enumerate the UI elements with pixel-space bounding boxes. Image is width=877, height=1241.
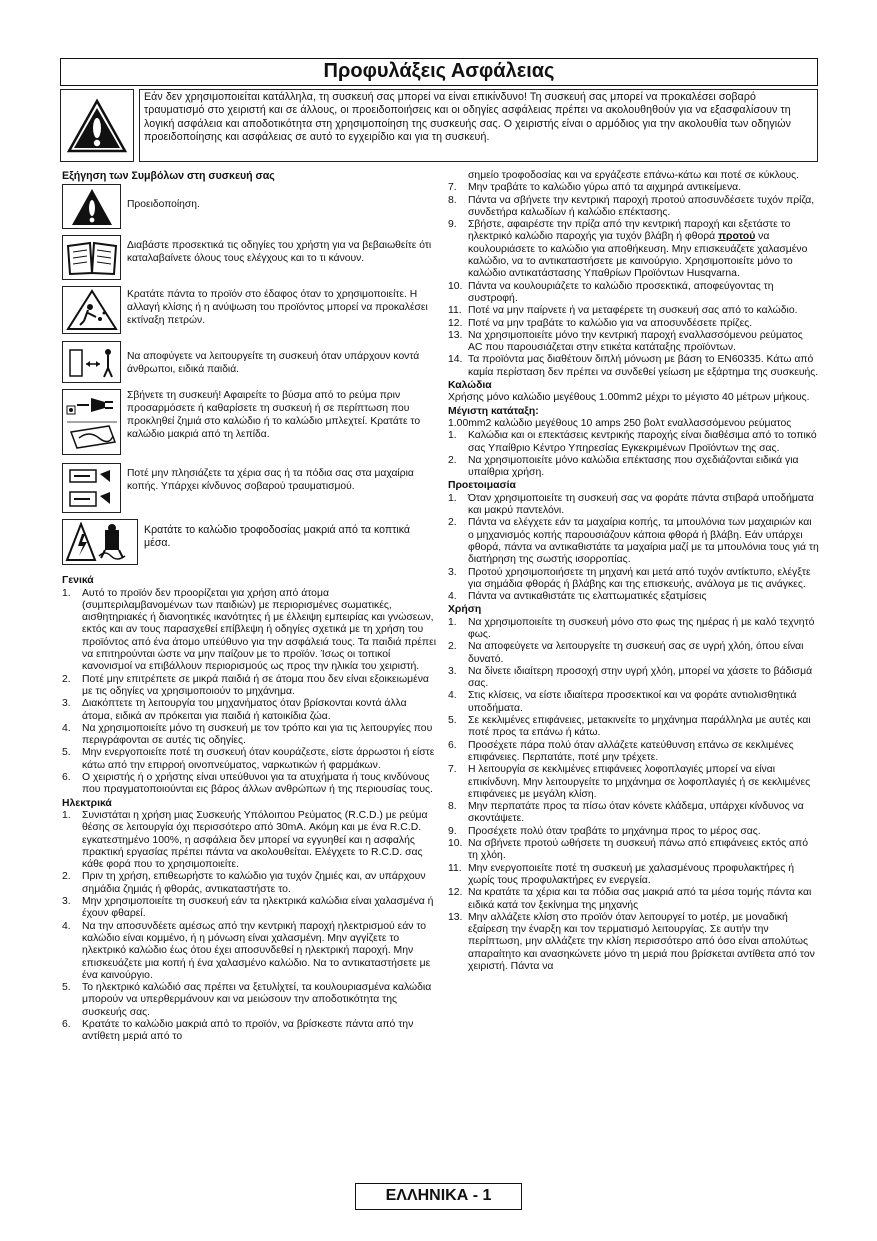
symbol-row-distance xyxy=(62,341,438,383)
page-footer: ΕΛΛΗΝΙΚΑ - 1 xyxy=(355,1183,522,1210)
preparation-list xyxy=(448,493,820,604)
use-list xyxy=(448,617,820,974)
symbol-text: Να αποφύγετε να λειτουργείτε τη συσκευή όταν υπάρχουν κοντά άνθρωποι, ειδικά παιδιά. xyxy=(127,351,420,376)
list-item: σημείο τροφοδοσίας και να εργάζεστε επάνω-κάτω και ποτέ σε κύκλους. xyxy=(468,170,800,181)
list-item: 1. Να χρησιμοποιείτε τη συσκευή μόνο στο φως της ημέρας ή με καλό τεχνητό φως. xyxy=(448,616,815,640)
list-item: 7. Η λειτουργία σε κεκλιμένες επιφάνειες λοφοπλαγιές μπορεί να είναι επικίνδυνη. Μην λειτουργείτε το μηχάνημα σε λοφοπλαγιές ή σε κεκλιμένες επιφάνειες με μεγάλη κλίση. xyxy=(448,764,811,800)
preparation-heading: Προετοιμασία xyxy=(448,480,516,492)
symbol-text: Διαβάστε προσεκτικά τις οδηγίες του χρήστη για να βεβαιωθείτε ότι καταλαβαίνετε όλους τους ελέγχους και το τι κάνουν. xyxy=(127,240,432,265)
list-item: 10. Πάντα να κουλουριάζετε το καλώδιο προσεκτικά, αποφεύγοντας τη συστροφή. xyxy=(448,280,774,304)
general-list xyxy=(62,588,438,797)
manual-book-icon xyxy=(62,235,121,280)
symbol-row-electric xyxy=(62,519,438,565)
list-item: 5. Μην ενεργοποιείτε ποτέ τη συσκευή όταν κουράζεστε, είστε άρρωστοι ή είστε κάτω από την επιρροή οινοπνεύματος, ναρκωτικών ή φαρμάκων. xyxy=(62,747,435,771)
list-item: 2. Να χρησιμοποιείτε μόνο καλώδια επέκτασης που σχεδιάζονται ειδικά για υπαίθρια χρήση. xyxy=(448,454,799,479)
use-heading: Χρήση xyxy=(448,604,482,616)
list-item: 2. Να αποφεύγετε να λειτουργείτε τη συσκευή σας σε υγρή χλόη, όπου είναι δυνατό. xyxy=(448,641,804,665)
max-rating-heading: Μέγιστη κατάταξη: xyxy=(448,405,539,417)
cables-heading: Καλώδια xyxy=(448,380,492,392)
list-item: 1. Όταν χρησιμοποιείτε τη συσκευή σας να φοράτε πάντα στιβαρά υποδήματα και μακρύ παντελόνι. xyxy=(448,492,814,517)
list-item: 12. Να κρατάτε τα χέρια και τα πόδια σας μακριά από τα μέσα τομής πάντα και ειδικά κατά τον ξεκίνημα της μηχανής xyxy=(448,887,812,911)
general-heading: Γενικά xyxy=(62,575,94,587)
intro-section xyxy=(60,89,818,162)
symbol-text: Προειδοποίηση. xyxy=(127,199,200,211)
list-item: 2. Πάντα να ελέγχετε εάν τα μαχαίρια κοπής, τα μπουλόνια των μαχαιριών και ο μηχανισμός κοπής παρουσιάζουν κάποια φθορά ή βλάβη. Εάν υπάρχει φθορά, πάντα να αντικαθιστάτε τα μαχαίρια μαζί με τα μπουλόνια τους γιά τη διατήρηση της σωστής ισορροπίας. xyxy=(448,517,819,566)
symbol-text: Ποτέ μην πλησιάζετε τα χέρια σας ή τα πόδια σας στα μαχαίρια κοπής. Υπάρχει κίνδυνος σοβαρού τραυματισμού. xyxy=(127,468,414,493)
symbol-row-blades xyxy=(62,463,438,513)
symbol-row-manual xyxy=(62,235,438,280)
right-column xyxy=(448,170,820,973)
list-item: 11. Ποτέ να μην παίρνετε ή να μεταφέρετε τη συσκευή σας από το καλώδιο. xyxy=(448,305,798,317)
list-item: 2. Ποτέ μην επιτρέπετε σε μικρά παιδιά ή σε άτομα που δεν είναι εξοικειωμένα με τις οδηγίες να χρησιμοποιούν το μηχάνημα. xyxy=(62,673,429,697)
list-item: 6. Ο χειριστής ή ο χρήστης είναι υπεύθυνοι για τα ατυχήματα ή τους κινδύνους που πραγματοποιούνται εις βάρος άλλων ανθρώπων ή της περιουσίας τους. xyxy=(62,772,433,796)
list-item: 5. Σε κεκλιμένες επιφάνειες, μετακινείτε το μηχάνημα παράλληλα με αυτές και ποτέ προς τα επάνω ή κάτω. xyxy=(448,715,811,739)
electrical-list xyxy=(62,810,438,1044)
list-item: 13. Μην αλλάζετε κλίση στο προϊόν όταν λειτουργεί το μοτέρ, με μοναδική εξαίρεση την έναρξη και τον τερματισμό λειτουργίας. Σε αυτήν την περίπτωση, μην αλλάζετε την κλίση περισσότερο από όσο είναι απολύτως απαραίτητο και ανασηκώνετε μόνο τη μεριά που βρίσκεται αντίθετα από τον χειριστή. Πάντα να xyxy=(448,911,815,972)
symbols-heading: Εξήγηση των Συμβόλων στη συσκευή σας xyxy=(62,170,275,182)
symbol-row-unplug xyxy=(62,389,438,455)
electric-shock-icon xyxy=(62,519,138,565)
list-item: 12. Ποτέ να μην τραβάτε το καλώδιο για να αποσυνδέσετε πρίζες. xyxy=(448,317,753,329)
list-item: 4. Πάντα να αντικαθιστάτε τις ελαττωματικές εξατμίσεις xyxy=(448,591,707,603)
symbol-text: Κρατάτε το καλώδιο τροφοδοσίας μακριά από τα κοπτικά μέσα. xyxy=(144,524,410,550)
left-column xyxy=(62,170,438,1044)
list-item: 13. Να χρησιμοποιείτε μόνο την κεντρική παροχή εναλλασσόμενου ρεύματος AC που παρουσιάζεται στην ετικέτα κατάταξης προϊόντων. xyxy=(448,329,803,354)
warning-triangle-icon xyxy=(60,89,134,162)
list-item: 3. Μην χρησιμοποιείτε τη συσκευή εάν τα ηλεκτρικά καλώδια είναι χαλασμένα ή έχουν φθαρεί. xyxy=(62,896,434,920)
list-item: 1. Συνιστάται η χρήση μιας Συσκευής Υπόλοιπου Ρεύματος (R.C.D.) με ρεύμα θέσης σε λειτουργία όχι περισσότερο από 30mA. Ακόμη και με ένα R.C.D. εγκατεστημένο 100%, η ασφάλεια δεν μπορεί να εγγυηθεί και η ασφαλής πρακτική εργασίας πρέπει πάντα να ακολουθείται. Ελέγχετε το R.C.D. σας κάθε φορά που το χρησιμοποιείτε. xyxy=(62,809,428,871)
list-item: 4. Να χρησιμοποιείτε μόνο τη συσκευή με τον τρόπο και για τις λειτουργίες που περιγράφονται σε αυτές τις οδηγίες. xyxy=(62,722,433,747)
list-item: 3. Προτού χρησιμοποιήσετε τη μηχανή και μετά από τυχόν αντίκτυπο, ελέγξτε για σημάδια φθοράς ή βλάβης και της επισκευής, ανάλογα με τις ανάγκες. xyxy=(448,566,811,590)
list-item: 5. Το ηλεκτρικό καλώδιό σας πρέπει να ξετυλίχτεί, τα κουλουριασμένα καλώδια μπορούν να υπερθερμάνουν και να μειώσουν την αποδοτικότητα της συσκευής σας. xyxy=(62,982,432,1018)
warning-triangle-icon xyxy=(62,184,121,229)
electrical-list-continued xyxy=(448,170,820,379)
symbol-row-warning xyxy=(62,184,438,229)
list-item: 6. Προσέχετε πάρα πολύ όταν αλλάζετε κατεύθυνση επάνω σε κεκλιμένες επιφάνειες. Περπατάτε, ποτέ μην τρέχετε. xyxy=(448,739,794,763)
list-item: 9. Προσέχετε πολύ όταν τραβάτε το μηχάνημα προς το μέρος σας. xyxy=(448,825,761,837)
page-title: Προφυλάξεις Ασφάλειας xyxy=(60,58,818,86)
list-item: 8. Μην περπατάτε προς τα πίσω όταν κόνετε κλάδεμα, υπάρχει κίνδυνος να σκοντάψετε. xyxy=(448,801,804,825)
list-item: 3. Διακόπτετε τη λειτουργία του μηχανήματος όταν βρίσκονται κοντά άλλα άτομα, ειδικά αν πρόκειται για παιδιά ή κατοικίδια ζώα. xyxy=(62,698,407,722)
cable-list xyxy=(448,430,820,479)
list-item: 7. Μην τραβάτε το καλώδιο γύρω από τα αιχμηρά αντικείμενα. xyxy=(448,182,742,194)
list-item: 2. Πριν τη χρήση, επιθεωρήστε το καλώδιο για τυχόν ζημιές και, αν υπάρχουν σημάδια ζημιάς ή φθοράς, αντικαταστήστε το. xyxy=(62,871,426,895)
symbol-text: Σβήνετε τη συσκευή! Αφαιρείτε το βύσμα από το ρεύμα πριν προσαρμόσετε ή καθαρίσετε τη συσκευή ή σε περίπτωση που προκληθεί ζημιά στο καλώδιο ή το καλώδιο μπλεχτεί. Κρατάτε το καλώδιο μακριά από τη λεπίδα. xyxy=(127,390,421,441)
flying-debris-icon xyxy=(62,286,121,334)
max-rating-text: 1.00mm2 καλώδιο μεγέθους 10 amps 250 βολτ εναλλασσόμενου ρεύματος xyxy=(448,417,792,429)
blade-hands-feet-icon xyxy=(62,463,121,513)
emphasis-text: προτού xyxy=(718,231,756,243)
list-item: 1. Αυτό το προϊόν δεν προορίζεται για χρήση από άτομα (συμπεριλαμβανομένων των παιδιών) με περιορισμένες σωματικές, αισθητηριακές ή διανοητικές ικανότητες ή με έλλειψη εμπειρίας και γνώσεων, εκτός και αν τους παρασχεθεί επίβλεψη ή οδηγίες σχετικά με τη χρήση του προϊόντος από ένα άτομο υπεύθυνο για την ασφάλειά τους. Τα παιδιά πρέπει να επιτηρούνται ώστε να μην παίζουν με το προϊόν. Ίσως οι τοπικοί κανονισμοί να επιβάλλουν περιορισμούς ως προς την ηλικία του χειριστή. xyxy=(62,587,437,673)
unplug-cable-icon xyxy=(62,389,121,455)
list-item: 4. Στις κλίσεις, να είστε ιδιαίτερα προσεκτικοί και να φοράτε αντιολισθητικά υποδήματα. xyxy=(448,690,797,714)
symbol-text: Κρατάτε πάντα το προϊόν στο έδαφος όταν το χρησιμοποιείτε. Η αλλαγή κλίσης ή η ανύψωση του προϊόντος μπορεί να προκαλέσει εκτίναξη πετρών. xyxy=(127,289,428,327)
list-item: 3. Να δίνετε ιδιαίτερη προσοχή στην υγρή χλόη, μπορεί να χάσετε το βάδισμά σας. xyxy=(448,665,813,690)
list-item: 4. Να την αποσυνδέετε αμέσως από την κεντρική παροχή ηλεκτρισμού εάν το καλώδιο είναι κομμένο, ή η μόνωση είναι χαλασμένη. Μην αγγίζετε το ηλεκτρικό καλώδιο έως ότου έχει αποσυνδεθεί η ηλεκτρική παροχή. Μην επισκευάζετε μια κοπή ή ένα χαλασμένο καλώδιο. Να το αντικαταστήσετε με ένα καινούργιο. xyxy=(62,920,431,981)
intro-text: Εάν δεν χρησιμοποιείται κατάλληλα, τη συσκευή σας μπορεί να είναι επικίνδυνο! Τη συσκευή σας μπορεί να προκαλέσει σοβαρό τραυματισμό στο χειριστή και σε άλλους, οι προειδοποιήσεις και οι οδηγίες ασφάλειας πρέπει να ακολουθηθούν για να εξασφαλίσουν τη λογική ασφάλεια και αποδοτικότητα στη χρησιμοποίηση της συσκευής σας. Ο χειριστής είναι ο αρμόδιος για την ακολουθία των οδηγιών προειδοποίησης και ασφάλειας σε αυτό το εγχειρίδιο και για τη συσκευή. xyxy=(139,89,818,162)
list-item: 11. Μην ενεργοποιείτε ποτέ τη συσκευή με χαλασμένους προφυλακτήρες ή χωρίς τους προφυλακτήρες εν ενεργεία. xyxy=(448,862,795,886)
cables-text: Χρήσης μόνο καλώδιο μεγέθους 1.00mm2 μέχρι το μέγιστο 40 μέτρων μήκους. xyxy=(448,392,810,404)
list-item: 14. Τα προϊόντα μας διαθέτουν διπλή μόνωση με βάση το EN60335. Κάτω από καμία περίσταση δεν πρέπει να συνδεθεί γείωση με εξάρτημα της συσκευής. xyxy=(448,354,819,378)
list-item: 1. Καλώδια και οι επεκτάσεις κεντρικής παροχής είναι διαθέσιμα από το τοπικό σας Υπαίθριο Κέντρο Υπηρεσίας Εγκεκριμένων Προϊόντων της σας. xyxy=(448,430,817,454)
keep-distance-icon xyxy=(62,341,121,383)
list-item: 9. Σβήστε, αφαιρέστε την πρίζα από την κεντρική παροχή και εξετάστε το ηλεκτρικό καλώδιο παροχής για τυχόν βλάβη ή φθορά προτού να κουλουριάσετε το καλώδιο για αποθήκευση. Μην επισκευάζετε χαλασμένο καλώδιο, να το αντικαταστήσετε με καινούργιο. Χρησιμοποιείτε μόνο το καλώδιο αντικατάστασης Υπαθρίων Προϊόντων Husqvarna. xyxy=(448,219,808,280)
symbol-row-debris xyxy=(62,286,438,334)
electrical-heading: Ηλεκτρικά xyxy=(62,797,112,809)
list-item: 6. Κρατάτε το καλώδιο μακριά από το προϊόν, να βρίσκεστε πάντα από την αντίθετη μεριά από το xyxy=(62,1018,414,1043)
list-item: 8. Πάντα να σβήνετε την κεντρική παροχή προτού αποσυνδέσετε τυχόν πρίζα, συνδετήρα καλωδίων ή καλώδιο επέκτασης. xyxy=(448,194,815,218)
list-item: 10. Να σβήνετε προτού ωθήσετε τη συσκευή πάνω από επιφάνειες εκτός από τη χλόη. xyxy=(448,838,808,862)
